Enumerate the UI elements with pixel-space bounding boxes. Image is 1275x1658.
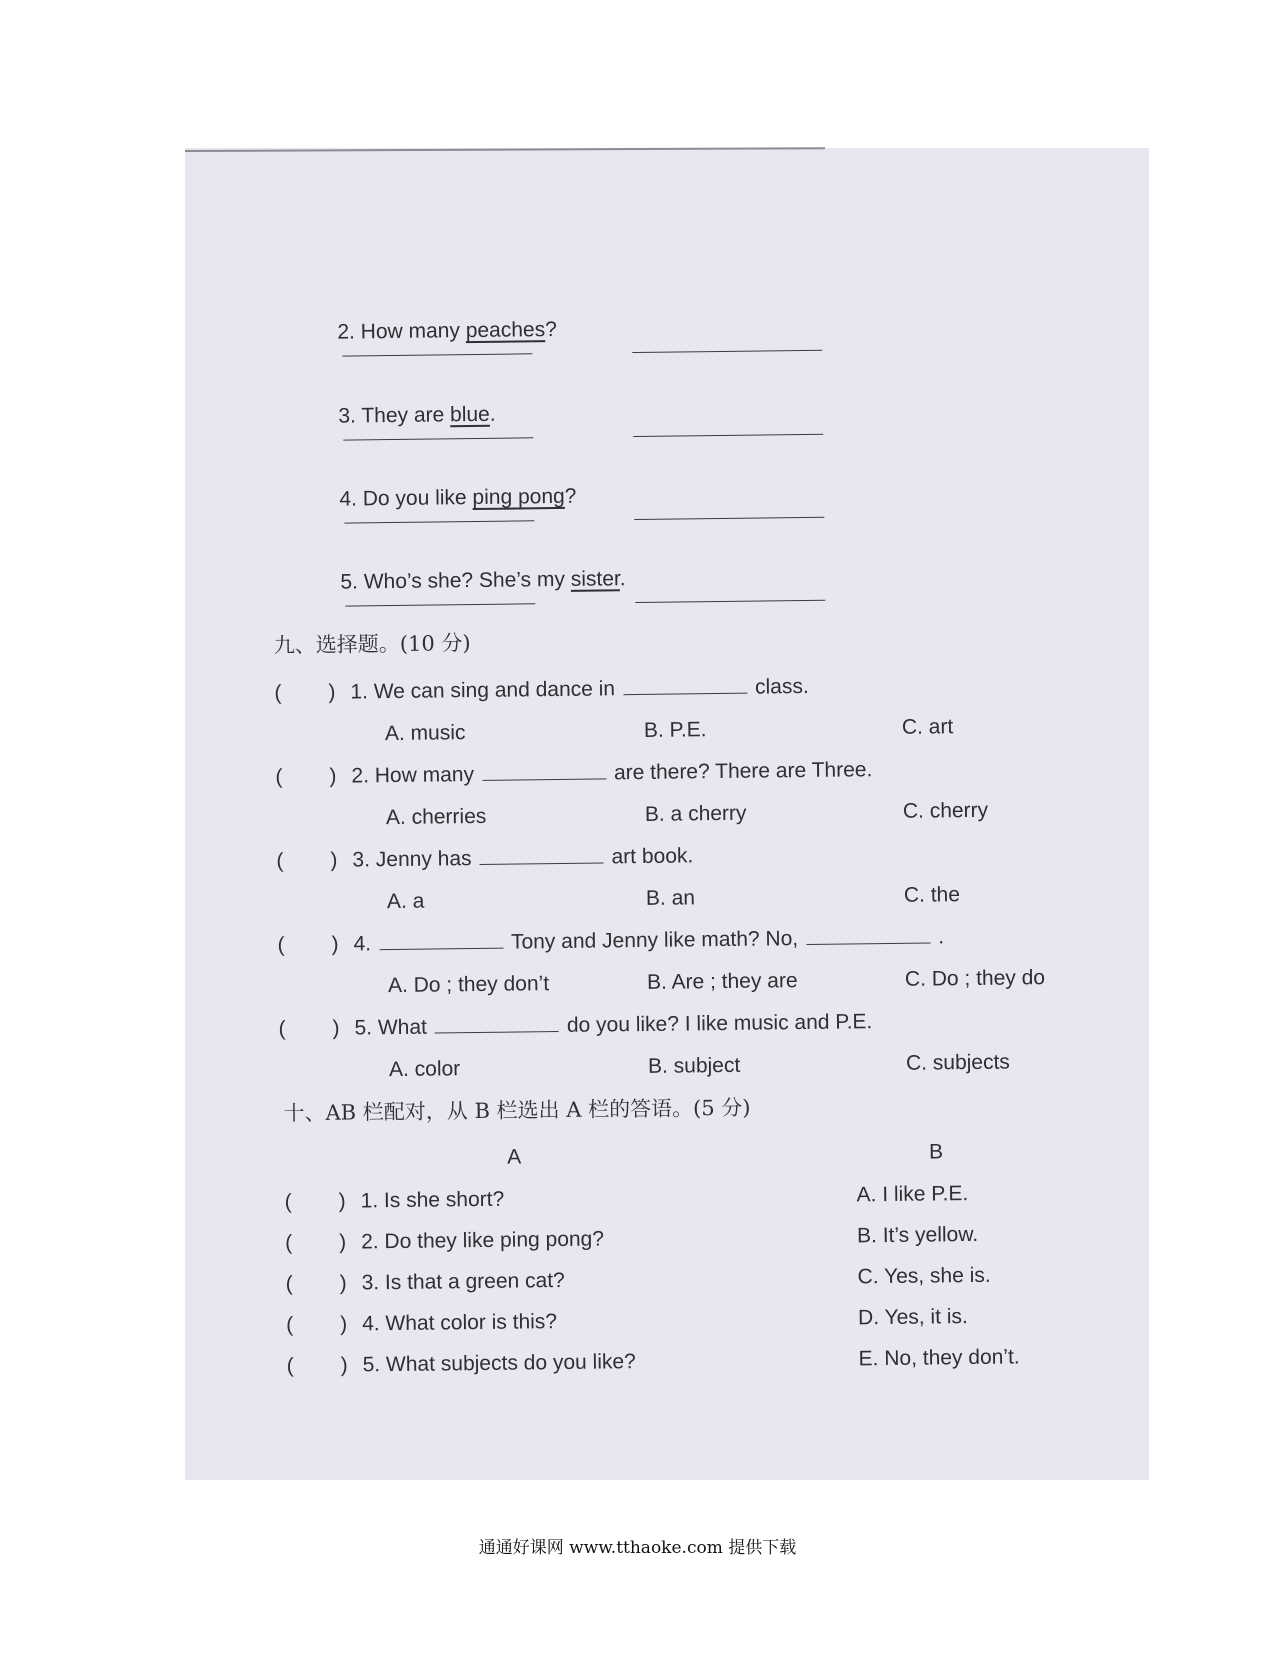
underlined-word: ping pong [472,485,565,509]
rewrite-item-4 [316,458,577,539]
answer-paren-close[interactable]: ) [340,1353,347,1379]
answer-paren-open[interactable]: ( [284,1189,291,1215]
option-b: B. P.E. [644,717,707,744]
match-question: 1. Is she short? [360,1187,504,1215]
rewrite-item-5 [317,540,626,622]
fill-blank[interactable] [379,930,503,951]
underlined-word: sister [571,567,620,591]
question-stem-end: art book. [611,844,693,868]
answer-paren-open[interactable]: ( [286,1353,293,1379]
fill-blank[interactable] [482,760,606,781]
question-stem: What [378,1016,427,1040]
item-number: 3. [338,404,356,427]
question-stem: Jenny has [376,847,472,871]
answer-paren-open[interactable]: ( [277,932,284,958]
fill-blank[interactable] [806,924,930,945]
answer-paren-open[interactable]: ( [286,1312,293,1338]
answer-paren-close[interactable]: ) [328,680,335,706]
question-number: 1. [350,680,368,703]
fill-blank[interactable] [623,675,747,696]
match-answer: C. Yes, she is. [857,1263,990,1291]
item-text: They are [361,403,450,427]
answer-paren-close[interactable]: ) [329,764,336,790]
column-b-header: B [929,1139,943,1165]
option-a: A. Do ; they don’t [388,971,549,999]
answer-paren-close[interactable]: ) [340,1312,347,1338]
option-c: C. Do ; they do [905,965,1045,993]
option-b: B. a cherry [645,801,747,828]
option-b: B. subject [648,1053,741,1080]
question-number: 5. [354,1016,372,1039]
answer-paren-open[interactable]: ( [275,764,282,790]
answer-blank[interactable] [633,434,823,437]
match-row-1 [0,0,1265,8]
match-answer: A. I like P.E. [856,1181,968,1208]
column-a-header: A [507,1144,521,1170]
item-text: How many [361,319,466,343]
underlined-word: peaches [466,318,546,342]
match-row-5 [0,0,1265,8]
answer-paren-close[interactable]: ) [330,848,337,874]
option-a: A. music [385,720,466,747]
answer-blank[interactable] [635,600,825,603]
option-a: A. cherries [386,804,487,831]
question-stem-end: . [938,925,944,948]
question-stem-end: class. [755,675,809,699]
match-answer: B. It’s yellow. [857,1222,978,1249]
section-9-question-4 [0,0,1265,8]
item-text: Do you like [363,486,473,510]
question-stem-end: do you like? I like music and P.E. [567,1010,873,1037]
item-number: 2. [337,320,355,343]
match-question: 4. What color is this? [362,1309,557,1337]
answer-paren-open[interactable]: ( [274,680,281,706]
option-c: C. art [902,714,954,741]
answer-paren-open[interactable]: ( [276,848,283,874]
item-punct: . [620,567,626,590]
option-c: C. the [904,882,960,909]
option-b: B. an [646,885,695,912]
item-punct: ? [565,485,577,508]
option-a: A. a [387,889,425,915]
match-row-3 [0,0,1265,8]
item-punct: . [490,403,496,426]
answer-blank[interactable] [632,350,822,353]
question-stem: We can sing and dance in [374,677,616,703]
answer-blank[interactable] [634,517,824,520]
question-number: 3. [352,848,370,871]
rewrite-item-3 [315,376,497,456]
download-footer: 通通好课网 www.tthaoke.com 提供下载 [0,1533,1275,1558]
answer-paren-close[interactable]: ) [339,1271,346,1297]
question-text [353,924,944,957]
match-row-4 [0,0,1265,8]
section-9-question-2 [0,0,1265,8]
question-text [351,757,872,789]
option-b: B. Are ; they are [647,968,798,996]
answer-paren-open[interactable]: ( [278,1016,285,1042]
match-question: 2. Do they like ping pong? [361,1226,604,1255]
item-text: Who’s she? She’s my [364,568,571,594]
match-question: 5. What subjects do you like? [362,1349,635,1378]
fill-blank[interactable] [435,1013,559,1034]
answer-paren-open[interactable]: ( [285,1230,292,1256]
option-a: A. color [389,1056,461,1083]
question-stem-end: are there? There are Three. [614,758,873,784]
match-question: 3. Is that a green cat? [361,1268,564,1296]
question-stem: How many [375,763,474,787]
answer-paren-close[interactable]: ) [339,1230,346,1256]
item-number: 4. [339,487,357,510]
answer-paren-open[interactable]: ( [285,1271,292,1297]
question-text [354,1009,872,1041]
match-answer: E. No, they don’t. [858,1344,1019,1372]
answer-paren-close[interactable]: ) [331,932,338,958]
section-9-question-3 [0,0,1265,8]
option-c: C. cherry [903,798,988,825]
answer-paren-close[interactable]: ) [338,1189,345,1215]
section-9-question-5 [0,0,1265,8]
option-c: C. subjects [906,1050,1010,1077]
match-row-2 [0,0,1265,8]
question-number: 4. [353,932,371,955]
answer-paren-close[interactable]: ) [332,1016,339,1042]
section-9-question-1 [0,0,1265,8]
item-number: 5. [340,570,358,593]
match-answer: D. Yes, it is. [858,1304,968,1331]
section-10-title: 十、AB 栏配对，从 B 栏选出 A 栏的答语。(5 分) [283,1095,750,1127]
question-number: 2. [351,764,369,787]
underlined-word: blue [450,403,490,426]
question-text [352,843,693,873]
section-9-title: 九、选择题。(10 分) [274,630,471,658]
rewrite-item-2 [314,291,558,372]
question-text [350,674,809,706]
item-punct: ? [545,318,557,341]
question-stem-mid: Tony and Jenny like math? No, [511,927,798,954]
fill-blank[interactable] [479,844,603,865]
